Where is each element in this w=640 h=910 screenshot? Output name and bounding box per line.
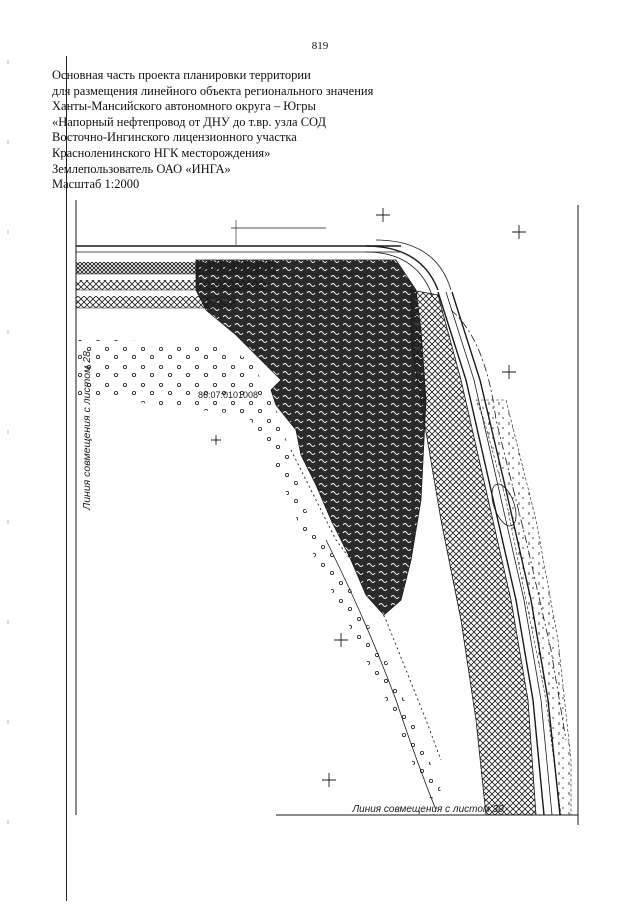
match-line-bottom-label: Линия совмещения с листом 30 bbox=[352, 804, 504, 815]
title-line-5: Восточно-Ингинского лицензионного участка bbox=[52, 130, 297, 145]
page-number: 819 bbox=[311, 40, 329, 52]
match-line-left-label: Линия совмещения с листом 28 bbox=[81, 351, 93, 510]
title-line-3: Ханты-Мансийского автономного округа – Югры bbox=[52, 99, 316, 114]
scale-line: Масштаб 1:2000 bbox=[52, 177, 140, 192]
swamp-area bbox=[196, 260, 426, 615]
cadastral-number: 86:07:0101008 bbox=[198, 390, 259, 400]
title-line-6: Красноленинского НГК месторождения» bbox=[52, 145, 271, 160]
landowner-line: Землепользователь ОАО «ИНГА» bbox=[52, 161, 231, 176]
title-line-2: для размещения линейного объекта регионального значения bbox=[52, 83, 374, 98]
title-line-1: Основная часть проекта планировки территории bbox=[52, 68, 311, 82]
planning-map bbox=[66, 200, 591, 830]
title-block bbox=[52, 68, 472, 193]
binding-holes bbox=[4, 0, 12, 905]
title-line-4: «Напорный нефтепровод от ДНУ до т.вр. узла СОД bbox=[52, 114, 326, 129]
